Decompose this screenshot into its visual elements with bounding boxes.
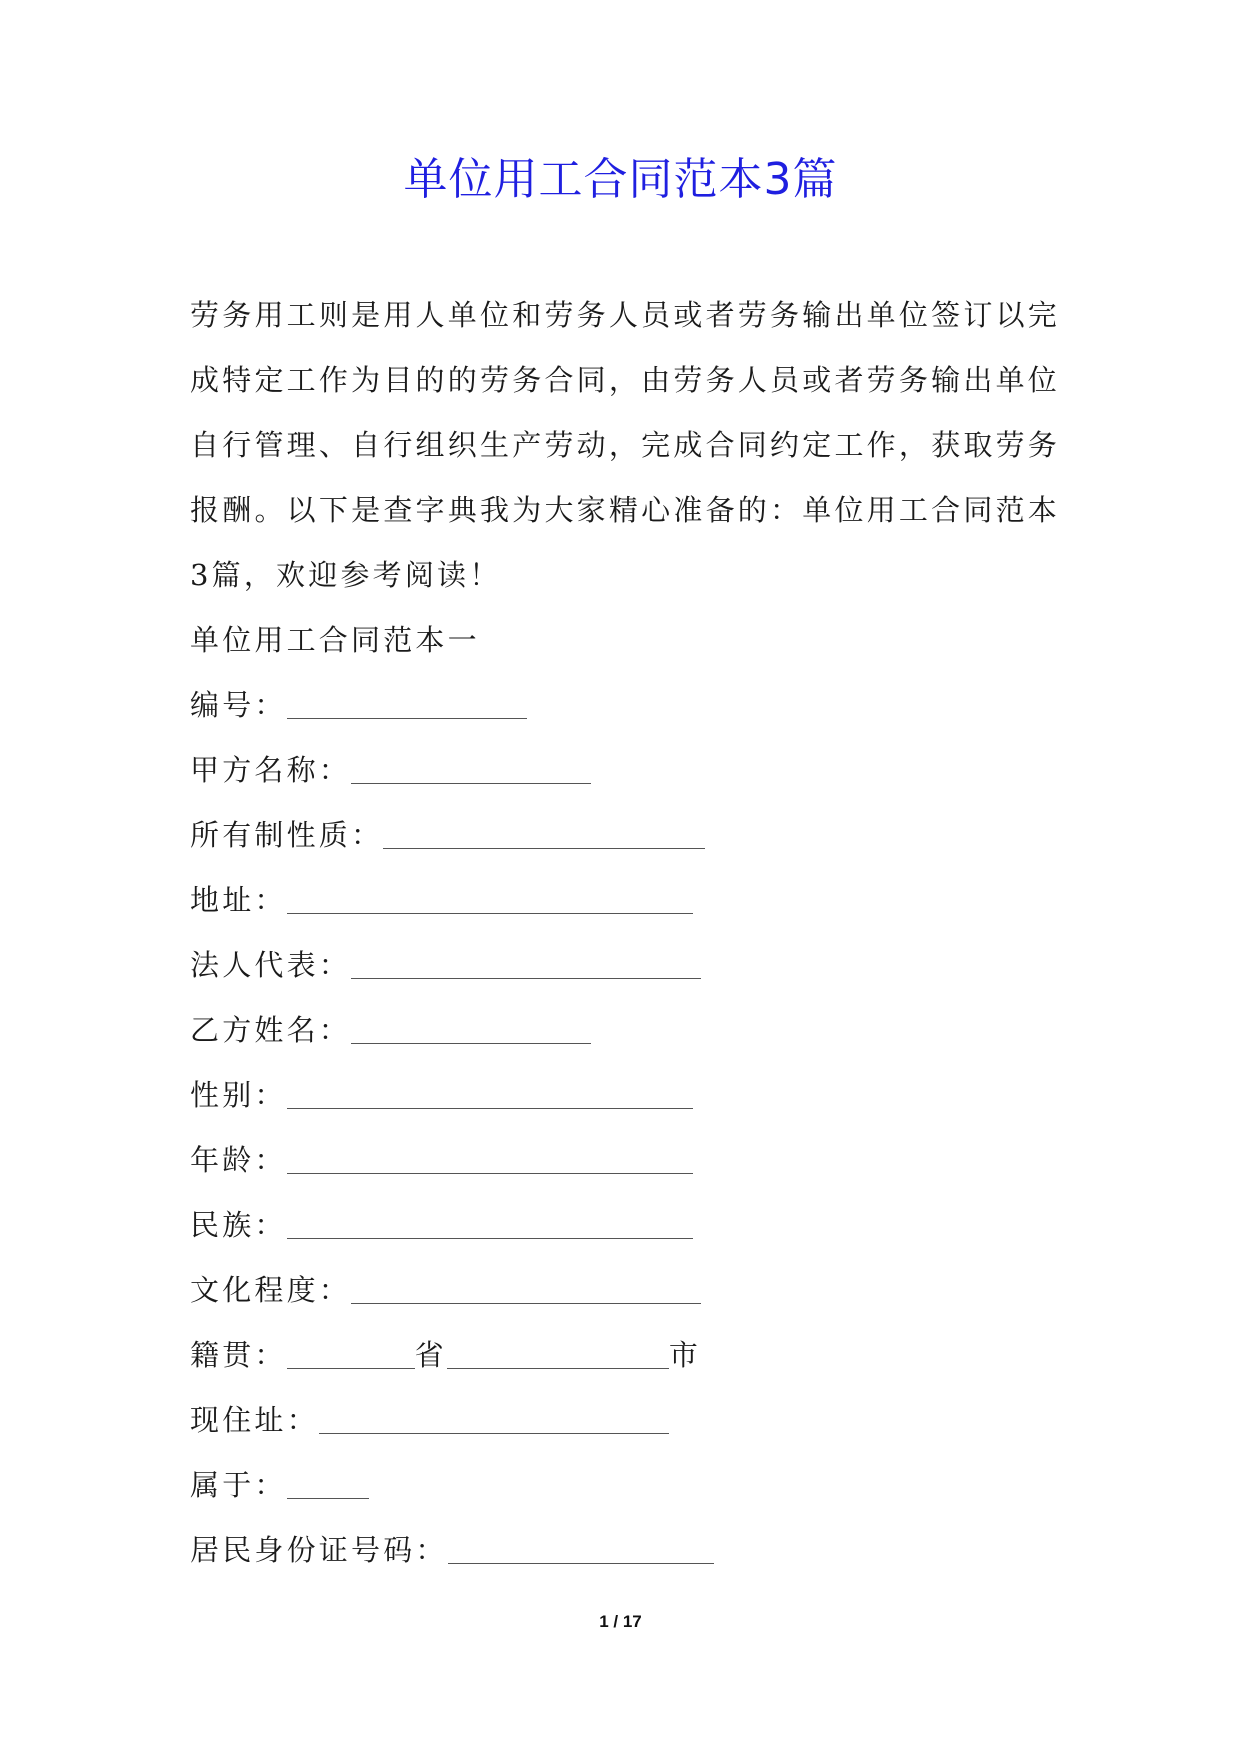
field-id-number <box>190 1518 1060 1583</box>
blank-line <box>351 1023 591 1044</box>
blank-line <box>319 1413 669 1434</box>
blank-line <box>351 958 701 979</box>
field-label: 法人代表： <box>190 948 352 982</box>
field-address <box>190 868 1060 933</box>
blank-line <box>287 1218 693 1239</box>
field-label: 年龄： <box>190 1143 287 1177</box>
blank-line <box>383 828 705 849</box>
field-label: 编号： <box>190 688 287 722</box>
section-heading-text: 单位用工合同范本一 <box>190 623 480 657</box>
blank-line <box>351 1283 701 1304</box>
field-label: 民族： <box>190 1208 287 1242</box>
page-number: 1 / 17 <box>599 1612 642 1631</box>
field-label: 乙方姓名： <box>190 1013 352 1047</box>
field-number <box>190 673 1060 738</box>
blank-line <box>287 1478 369 1499</box>
field-label: 属于： <box>190 1468 287 1502</box>
field-label: 地址： <box>190 883 287 917</box>
field-native-place <box>190 1323 1060 1388</box>
city-label: 市 <box>668 1338 702 1372</box>
field-education <box>190 1258 1060 1323</box>
blank-line <box>448 1543 714 1564</box>
field-ownership <box>190 803 1060 868</box>
document-title: 单位用工合同范本3篇 <box>403 154 838 205</box>
field-label: 性别： <box>190 1078 287 1112</box>
section-heading <box>190 608 1060 673</box>
blank-line <box>287 893 693 914</box>
field-gender <box>190 1063 1060 1128</box>
field-legal-rep <box>190 933 1060 998</box>
field-age <box>190 1128 1060 1193</box>
blank-line <box>287 1348 415 1369</box>
field-current-address <box>190 1388 1060 1453</box>
blank-line <box>287 1153 693 1174</box>
field-label: 籍贯： <box>190 1338 287 1372</box>
field-party-a-name <box>190 738 1060 803</box>
blank-line <box>351 763 591 784</box>
field-belongs-to <box>190 1453 1060 1518</box>
field-label: 现住址： <box>190 1403 319 1437</box>
field-label: 所有制性质： <box>190 818 384 852</box>
document-body <box>190 283 1060 1583</box>
blank-line <box>287 698 527 719</box>
province-label: 省 <box>414 1338 447 1372</box>
blank-line <box>287 1088 693 1109</box>
field-label: 居民身份证号码： <box>190 1533 448 1567</box>
field-label: 甲方名称： <box>190 753 352 787</box>
field-party-b-name <box>190 998 1060 1063</box>
field-label: 文化程度： <box>190 1273 352 1307</box>
blank-line <box>447 1348 669 1369</box>
field-ethnicity <box>190 1193 1060 1258</box>
intro-paragraph: 劳务用工则是用人单位和劳务人员或者劳务输出单位签订以完成特定工作为目的的劳务合同，由劳务人员或者劳务输出单位自行管理、自行组织生产劳动，完成合同约定工作，获取劳务报酬。以下是查字典我为大家精心准备的：单位用工合同范本3篇，欢迎参考阅读！ <box>190 298 1060 592</box>
